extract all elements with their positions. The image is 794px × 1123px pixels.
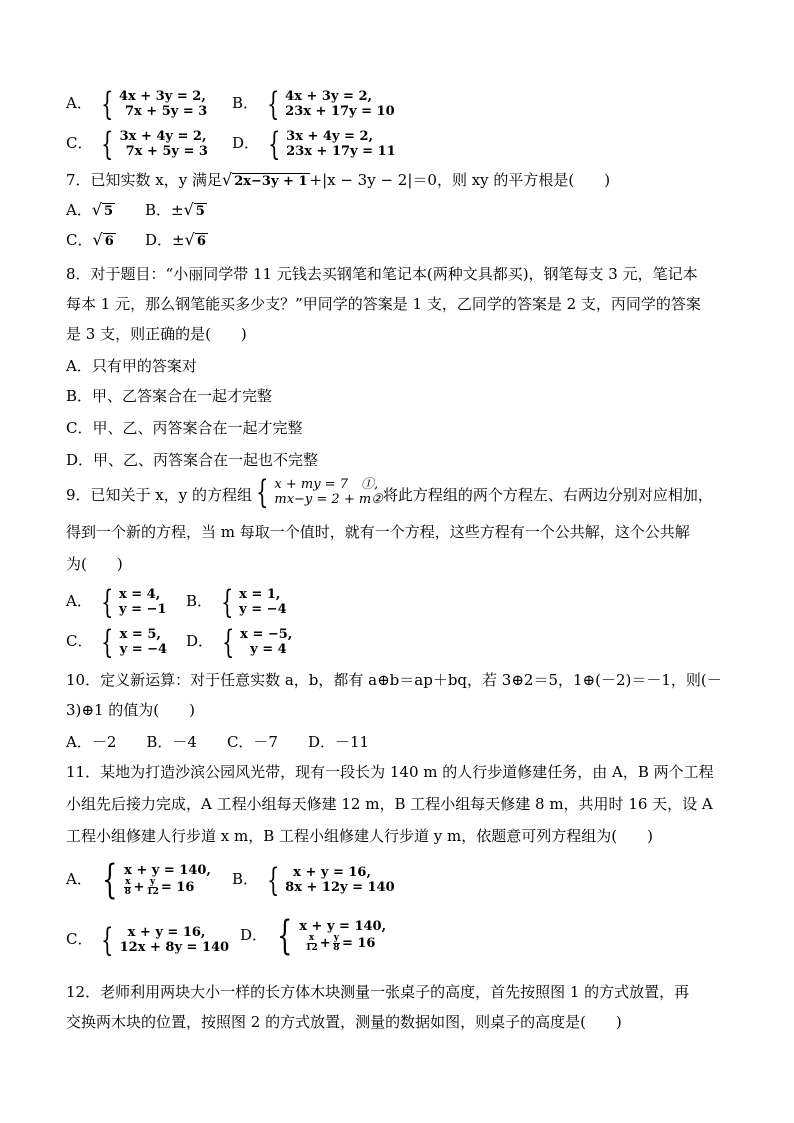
equation: y = −1 bbox=[118, 602, 167, 617]
q10-stem-line1: 10．定义新运算：对于任意实数 a，b，都有 a⊕b＝ap＋bq，若 3⊕2＝5，1⊕(－2)＝－1，则(－ bbox=[66, 671, 722, 689]
equation-tail: = 16 bbox=[160, 880, 195, 895]
q9-option-c[interactable]: C． { x = 5, y = −4 bbox=[66, 623, 168, 661]
equation: 23x + 17y = 11 bbox=[286, 144, 396, 159]
q7-stem bbox=[66, 170, 610, 192]
q11-stem-line2: 小组先后接力完成，A 工程小组每天修建 12 m，B 工程小组每天修建 8 m，共用时 16 天，设 A bbox=[66, 795, 713, 813]
stem-text: +|x − 3y − 2|＝0，则 xy 的平方根是( ) bbox=[309, 171, 611, 189]
option-label: D． bbox=[240, 926, 268, 944]
q10-options[interactable]: A．－2 B．－4 C．－7 D．－11 bbox=[66, 733, 370, 751]
equation: 4x + 3y = 2, bbox=[285, 89, 373, 104]
equation-tail: = 16 bbox=[341, 936, 376, 951]
q11-option-d[interactable]: D． { x + y = 140, $\frac{x}{12}$ + $\frac{y}{8}$ = 16 bbox=[240, 913, 387, 959]
fraction-denominator: 8 bbox=[124, 887, 131, 897]
q8-option-c[interactable]: C．甲、乙、丙答案合在一起才完整 bbox=[66, 419, 303, 437]
option-label: A． bbox=[66, 201, 92, 219]
fraction-numerator: y bbox=[333, 933, 339, 943]
equation: mx−y = 2 + m② bbox=[274, 492, 383, 507]
q8-option-b[interactable]: B．甲、乙答案合在一起才完整 bbox=[66, 387, 273, 405]
fraction-numerator: x bbox=[125, 877, 131, 887]
q9-option-a[interactable]: A． { x = 4, y = −1 bbox=[66, 583, 167, 621]
equation: 12x + 8y = 140 bbox=[119, 940, 230, 955]
option-label: C． bbox=[66, 134, 93, 152]
option-label: D． bbox=[186, 632, 214, 650]
q7-option-a[interactable]: A．√ 5 bbox=[66, 200, 114, 219]
fraction-denominator: 8 bbox=[333, 943, 340, 953]
equation: x + y = 140, bbox=[124, 863, 211, 878]
equation: y = −4 bbox=[119, 642, 168, 657]
equation: 7x + 5y = 3 bbox=[124, 104, 208, 119]
sqrt-expression: √ 2x−3y + 1 bbox=[222, 170, 308, 189]
stem-text: 7．已知实数 x，y 满足 bbox=[66, 171, 223, 189]
q7-option-d[interactable]: D．±√ 6 bbox=[145, 230, 206, 249]
option-label: C． bbox=[66, 930, 93, 948]
option-label: D．± bbox=[145, 231, 185, 249]
radicand: 5 bbox=[195, 204, 205, 219]
equation: x + my = 7 ①, bbox=[274, 477, 379, 492]
q12-stem-line2: 交换两木块的位置，按照图 2 的方式放置，测量的数据如图，则桌子的高度是( ) bbox=[66, 1013, 622, 1031]
q9-stem-line3: 为( ) bbox=[66, 555, 123, 573]
q8-stem-line3: 是 3 支，则正确的是( ) bbox=[66, 325, 247, 343]
equation: y = 4 bbox=[250, 642, 287, 657]
q11-stem-line1: 11．某地为打造沙滨公园风光带，现有一段长为 140 m 的人行步道修建任务，由 A，B 两个工程 bbox=[66, 763, 714, 781]
q7-option-b[interactable]: B．±√ 5 bbox=[145, 200, 205, 219]
equation: 7x + 5y = 3 bbox=[125, 144, 208, 159]
equation: 3x + 4y = 2, bbox=[119, 129, 207, 144]
equation: y = −4 bbox=[239, 602, 287, 617]
q10-stem-line2: 3)⊕1 的值为( ) bbox=[66, 701, 195, 719]
q6-option-b[interactable]: B． { 4x + 3y = 2, 23x + 17y = 10 bbox=[232, 85, 395, 123]
q12-stem-line1: 12．老师利用两块大小一样的长方体木块测量一张桌子的高度，首先按照图 1 的方式放置，再 bbox=[66, 983, 690, 1001]
equation: 4x + 3y = 2, bbox=[118, 89, 206, 104]
radicand: 2x−3y + 1 bbox=[234, 174, 308, 189]
q8-stem-line2: 每本 1 元，那么钢笔能买多少支？”甲同学的答案是 1 支，乙同学的答案是 2 支，丙同学的答案 bbox=[66, 295, 701, 313]
q11-option-a[interactable]: A． { x + y = 140, $\frac{x}{8}$ + $\frac{y}{12}$ = 16 bbox=[66, 857, 211, 903]
stem-text: 将此方程组的两个方程左、右两边分别对应相加， bbox=[382, 486, 713, 504]
fraction-numerator: x bbox=[308, 933, 315, 943]
q9-option-b[interactable]: B． { x = 1, y = −4 bbox=[186, 583, 287, 621]
option-label: A． bbox=[66, 592, 92, 610]
q6-option-c[interactable]: C． { 3x + 4y = 2, 7x + 5y = 3 bbox=[66, 125, 208, 163]
equation: x + y = 140, bbox=[299, 919, 387, 934]
equation: x = 5, bbox=[119, 627, 161, 642]
q8-option-a[interactable]: A．只有甲的答案对 bbox=[66, 357, 197, 375]
option-label: B． bbox=[186, 592, 213, 610]
option-label: B．± bbox=[145, 201, 184, 219]
option-label: C． bbox=[66, 231, 93, 249]
option-label: A． bbox=[66, 94, 92, 112]
q6-option-d[interactable]: D． { 3x + 4y = 2, 23x + 17y = 11 bbox=[232, 125, 396, 163]
q9-stem-line1: 9．已知关于 x，y 的方程组 { x + my = 7 ①, mx−y = 2 + m② 将此方程组的两个方程左、右两边分别对应相加， bbox=[66, 473, 713, 511]
option-label: A． bbox=[66, 870, 92, 888]
option-label: B． bbox=[232, 870, 259, 888]
stem-text: 9．已知关于 x，y 的方程组 bbox=[66, 486, 253, 504]
equation: 23x + 17y = 10 bbox=[285, 104, 395, 119]
fraction-denominator: 12 bbox=[305, 943, 318, 953]
radicand: 6 bbox=[104, 234, 114, 249]
q8-option-d[interactable]: D．甲、乙、丙答案合在一起也不完整 bbox=[66, 451, 319, 469]
q11-option-b[interactable]: B． { x + y = 16, 8x + 12y = 140 bbox=[232, 861, 395, 899]
equation: x = 4, bbox=[118, 587, 161, 602]
equation: x + y = 16, bbox=[293, 865, 371, 880]
equation: x = 1, bbox=[239, 587, 281, 602]
radicand: 6 bbox=[196, 234, 206, 249]
option-label: B． bbox=[232, 94, 259, 112]
option-label: D． bbox=[232, 134, 260, 152]
q9-option-d[interactable]: D． { x = −5, y = 4 bbox=[186, 623, 293, 661]
q11-stem-line3: 工程小组修建人行步道 x m，B 工程小组修建人行步道 y m，依题意可列方程组为( ) bbox=[66, 827, 653, 845]
equation: 3x + 4y = 2, bbox=[286, 129, 374, 144]
equation: 8x + 12y = 140 bbox=[285, 880, 395, 895]
option-label: C． bbox=[66, 632, 93, 650]
equation: x + y = 16, bbox=[127, 925, 206, 940]
q7-option-c[interactable]: C．√ 6 bbox=[66, 230, 114, 249]
q9-stem-line2: 得到一个新的方程，当 m 每取一个值时，就有一个方程，这些方程有一个公共解，这个公共解 bbox=[66, 523, 690, 541]
fraction-denominator: 12 bbox=[146, 887, 159, 897]
fraction-numerator: y bbox=[150, 877, 156, 887]
radicand: 5 bbox=[104, 204, 114, 219]
equation: x = −5, bbox=[240, 627, 293, 642]
q6-option-a[interactable]: A． { 4x + 3y = 2, 7x + 5y = 3 bbox=[66, 85, 208, 123]
q8-stem-line1: 8．对于题目：“小丽同学带 11 元钱去买钢笔和笔记本(两种文具都买)，钢笔每支 3 元，笔记本 bbox=[66, 265, 698, 283]
q11-option-c[interactable]: C． { x + y = 16, 12x + 8y = 140 bbox=[66, 921, 230, 959]
